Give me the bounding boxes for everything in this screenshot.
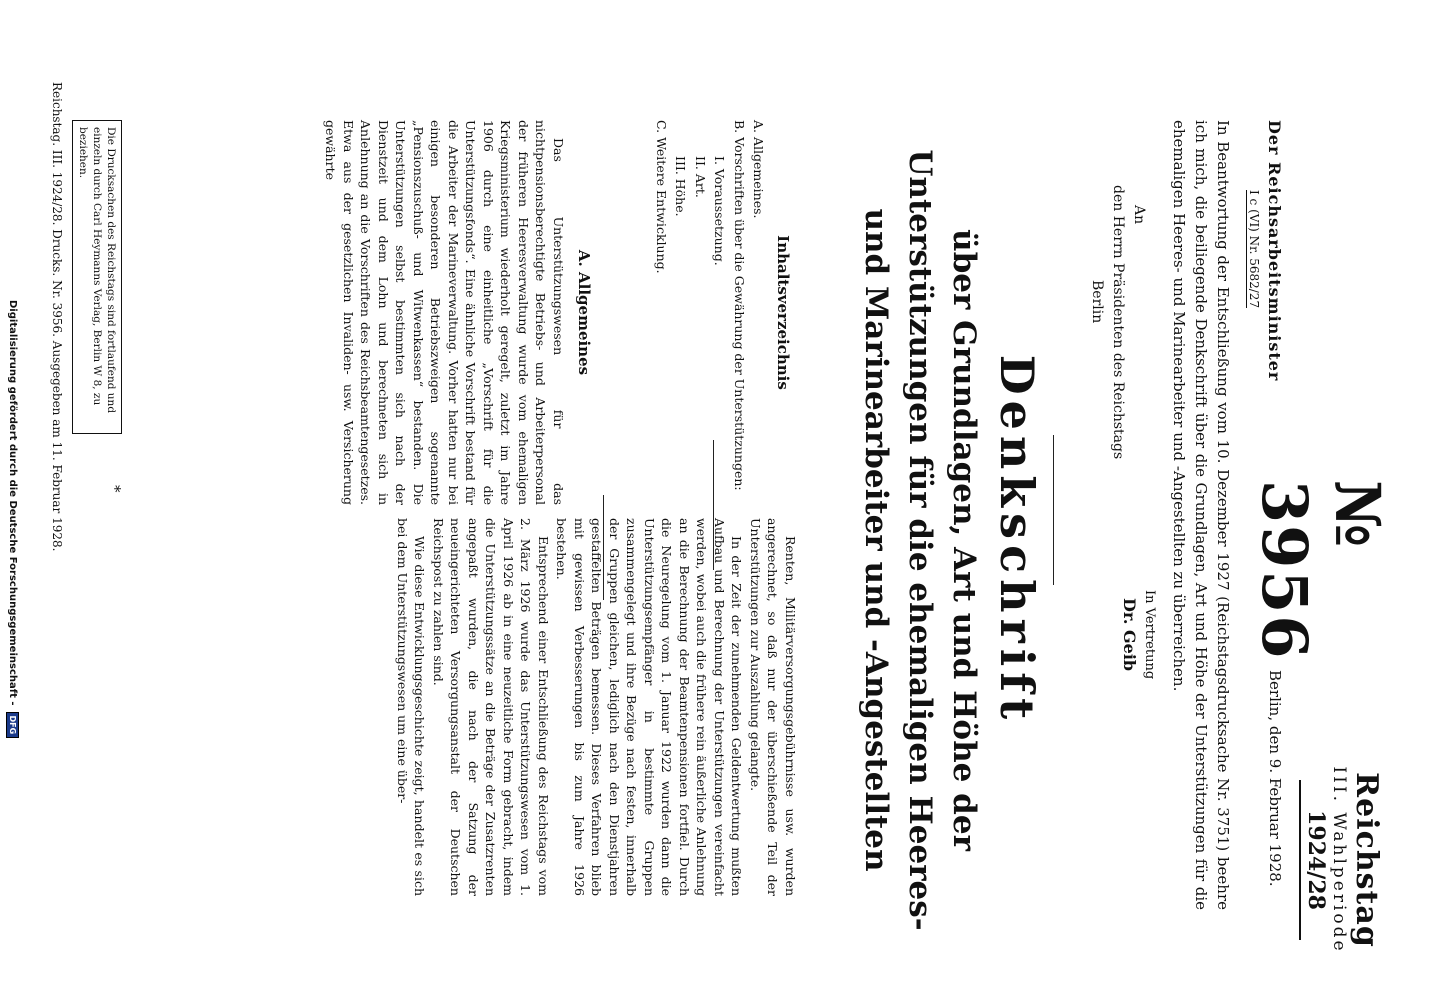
sender-block bbox=[1246, 120, 1284, 440]
signature-line-1: In Vertretung bbox=[1142, 590, 1157, 680]
dateline: Berlin, den 9. Februar 1928. bbox=[1266, 670, 1284, 887]
signature-block bbox=[1119, 590, 1159, 679]
address-line-2: den Herrn Präsidenten des Reichstags bbox=[1110, 185, 1126, 460]
body-paragraph: Renten, Militärversorgungsgebührnisse usw. wurden angerechnet, so daß nur der überschießende Teil der Unterstützungen zur Auszahlung gelangte. bbox=[748, 518, 798, 896]
asterisk-mark: * bbox=[106, 485, 124, 493]
wahlperiode-years: 1924/28 bbox=[1299, 780, 1329, 940]
toc-item: B. Vorschriften über die Gewährung der Unterstützungen: bbox=[732, 120, 747, 491]
sender-reference: I c (VI) Nr. 5682/27 bbox=[1247, 190, 1261, 309]
sender-name: Der Reichsarbeitsminister bbox=[1265, 120, 1284, 382]
reichstag-title: Reichstag bbox=[1349, 772, 1384, 948]
digitization-text: Digitalisierung gefördert durch die Deutsche Forschungsgemeinschaft - bbox=[7, 300, 18, 706]
toc-heading: Inhaltsverzeichnis bbox=[774, 235, 792, 390]
document-number: № 3956 bbox=[1248, 480, 1394, 661]
toc-item: A. Allgemeines. bbox=[751, 120, 767, 219]
body-paragraph: Wie diese Entwicklungsgeschichte zeigt, handelt es sich bei dem Unterstützungswesen um eine über- bbox=[395, 518, 428, 896]
footer-line: Reichstag. III. 1924/28. Drucks. Nr. 3956. Ausgegeben am 11. Februar 1928. bbox=[50, 82, 64, 552]
toc-item: C. Weitere Entwicklung. bbox=[654, 120, 669, 274]
title-block bbox=[854, 120, 1044, 960]
divider bbox=[1053, 435, 1054, 585]
section-heading: A. Allgemeines bbox=[575, 249, 594, 376]
address-block bbox=[1086, 185, 1149, 459]
document-subtitle: über Grundlagen, Art und Höhe der Unterstützungen für die ehemaligen Heeres- und Marinearbeiter und -Angestellten bbox=[858, 149, 982, 931]
body-paragraph: Entsprechend einer Entschließung des Reichstags vom 2. März 1926 wurde das Unterstützungswesen vom 1. April 1926 ab in eine neuzeitliche Form gebracht, indem die Unterstützungssätze an die Beträge der Zusatzrenten angepaßt wurden, die nach der Satzung der neueingerichteten Versorgungsanstalt der Deutschen Reichspost zu zahlen sind. bbox=[431, 518, 551, 896]
signature-name: Dr. Geib bbox=[1120, 598, 1139, 672]
document-title: Denkschrift bbox=[990, 354, 1044, 726]
digitization-note bbox=[6, 300, 19, 1000]
body-paragraph: In der Zeit der zunehmenden Geldentwertung mußten Aufbau und Berechnung der Unterstützungen vereinfacht werden, wobei auch die frühere rein äußerliche Anlehnung an die Berechnung der Beamtenpensionen fortfiel. Durch die Neuregelung vom 1. Januar 1922 wurden dann die Unterstützungsempfänger in bestimmte Gruppen zusammengelegt und ihre Bezüge nach festen, innerhalb der Gruppen gleichen, lediglich nach den Dienstjahren gestaffelten Beträgen bemessen. Dieses Verfahren blieb mit gewissen Verbesserungen bis zum Jahre 1926 bestehen. bbox=[554, 518, 745, 896]
cover-letter-text: In Beantwortung der Entschließung vom 10. Dezember 1927 (Reichstagsdrucksache Nr. 3751) beehre ich mich, die beiliegende Denkschrift über die Grundlagen, Art und Höhe der Unterstützungen für die ehemaligen Heeres- und Marinearbeiter und -Angestellten zu überreichen. bbox=[1170, 120, 1232, 910]
publisher-notice: Die Drucksachen des Reichstags sind fortlaufend und einzeln durch Carl Heymanns Verlag, Berlin W 8, zu beziehen. bbox=[72, 120, 122, 434]
right-column bbox=[393, 518, 800, 896]
toc-item: I. Voraussetzung. bbox=[712, 156, 728, 266]
toc-item: III. Höhe. bbox=[673, 156, 689, 217]
wahlperiode: III. Wahlperiode bbox=[1329, 766, 1349, 954]
address-line-3: Berlin bbox=[1089, 280, 1105, 324]
left-column bbox=[322, 120, 799, 505]
address-line-1: An bbox=[1131, 205, 1147, 225]
toc-item: II. Art. bbox=[693, 156, 708, 198]
section-paragraph: Das Unterstützungswesen für das nichtpensionsberechtigte Betriebs- und Arbeiterpersonal der früheren Heeresverwaltung wurde vom ehemaligen Kriegsministerium wiederholt geregelt, zuletzt im Jahre 1906 durch eine einheitliche „Vorschrift für die Unterstützungsfonds“. Eine ähnliche Vorschrift bestand für die Arbeiter der Marineverwaltung. Vorher hatten nur bei einigen besonderen Betriebszweigen sogenannte „Pensionszuschuß- und Witwenkassen“ bestanden. Die Unterstützungen selbst bestimmten sich nach der Dienstzeit und dem Lohn und berechneten sich in Anlehnung an die Vorschriften des Reichsbeamtengesetzes. Etwa aus der gesetzlichen Invaliden- usw. Versicherung gewährte bbox=[323, 120, 566, 505]
reichstag-header bbox=[1299, 745, 1384, 975]
dfg-logo: DFG bbox=[6, 712, 19, 739]
